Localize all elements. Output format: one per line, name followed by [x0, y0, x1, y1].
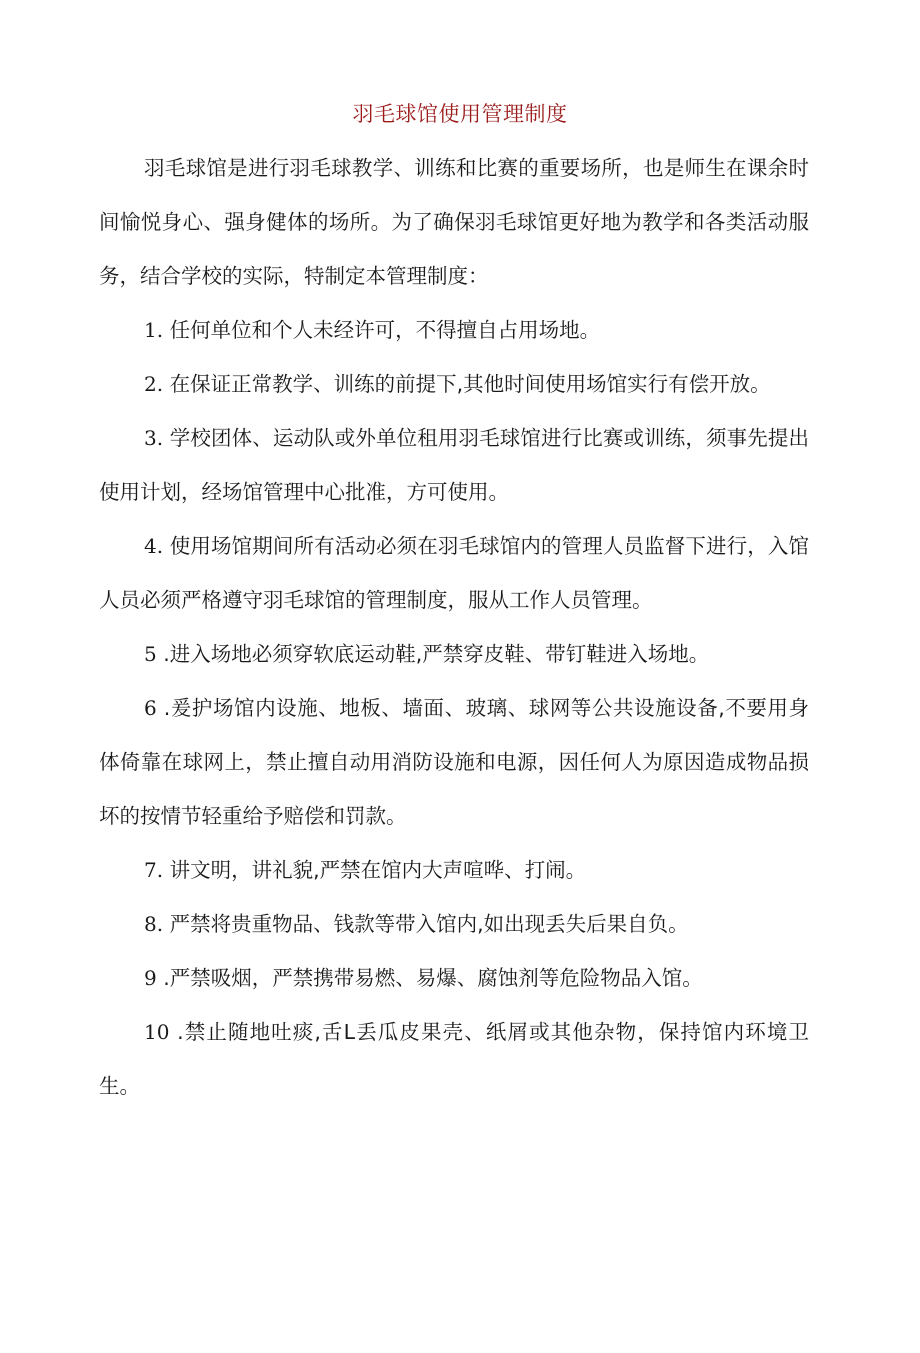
rule-item	[99, 519, 809, 627]
rule-text: 讲文明，讲礼貌,严禁在馆内大声喧哗、打闹。	[163, 858, 587, 882]
rule-text: .禁止随地吐痰,舌L丢瓜皮果壳、纸屑或其他杂物，保持馆内环境卫生。	[99, 1020, 809, 1098]
rule-number: 9	[144, 966, 157, 990]
rule-number: 7.	[144, 858, 164, 882]
rule-text: 严禁将贵重物品、钱款等带入馆内,如出现丢失后果自负。	[163, 912, 689, 936]
rule-item	[99, 303, 809, 357]
rule-number: 5	[144, 642, 157, 666]
rule-text: .进入场地必须穿软底运动鞋,严禁穿皮鞋、带钉鞋进入场地。	[156, 642, 710, 666]
rule-item	[99, 681, 809, 843]
rule-item	[99, 411, 809, 519]
rule-item	[99, 843, 809, 897]
rule-number: 6	[144, 696, 157, 720]
rule-number: 1.	[144, 318, 164, 342]
rule-text: 任何单位和个人未经许可，不得擅自占用场地。	[163, 318, 601, 342]
rule-text: .爰护场馆内设施、地板、墙面、玻璃、球网等公共设施设备,不要用身体倚靠在球网上，禁止擅自动用消防设施和电源，因任何人为原因造成物品损坏的按情节轻重给予赔偿和罚款。	[99, 696, 809, 828]
rule-number: 3.	[144, 426, 164, 450]
rule-number: 8.	[144, 912, 164, 936]
document-title: 羽毛球馆使用管理制度	[352, 102, 568, 126]
rule-text: 学校团体、运动队或外单位租用羽毛球馆进行比赛或训练，须事先提出使用计划，经场馆管理中心批准，方可使用。	[99, 426, 809, 504]
rule-item	[99, 357, 809, 411]
rule-item	[99, 627, 809, 681]
rule-item	[99, 1005, 809, 1113]
rule-number: 2.	[144, 372, 164, 396]
rule-text: 在保证正常教学、训练的前提下,其他时间使用场馆实行有偿开放。	[163, 372, 771, 396]
rule-text: 使用场馆期间所有活动必须在羽毛球馆内的管理人员监督下进行，入馆人员必须严格遵守羽毛球馆的管理制度，服从工作人员管理。	[99, 534, 809, 612]
rule-item	[99, 897, 809, 951]
rule-number: 10	[144, 1020, 170, 1044]
document-body	[99, 141, 809, 1113]
rule-item	[99, 951, 809, 1005]
intro-paragraph: 羽毛球馆是进行羽毛球教学、训练和比赛的重要场所，也是师生在课余时间愉悦身心、强身健体的场所。为了确保羽毛球馆更好地为教学和各类活动服务，结合学校的实际，特制定本管理制度：	[99, 156, 809, 288]
rule-text: .严禁吸烟，严禁携带易燃、易爆、腐蚀剂等危险物品入馆。	[156, 966, 703, 990]
rule-number: 4.	[144, 534, 164, 558]
